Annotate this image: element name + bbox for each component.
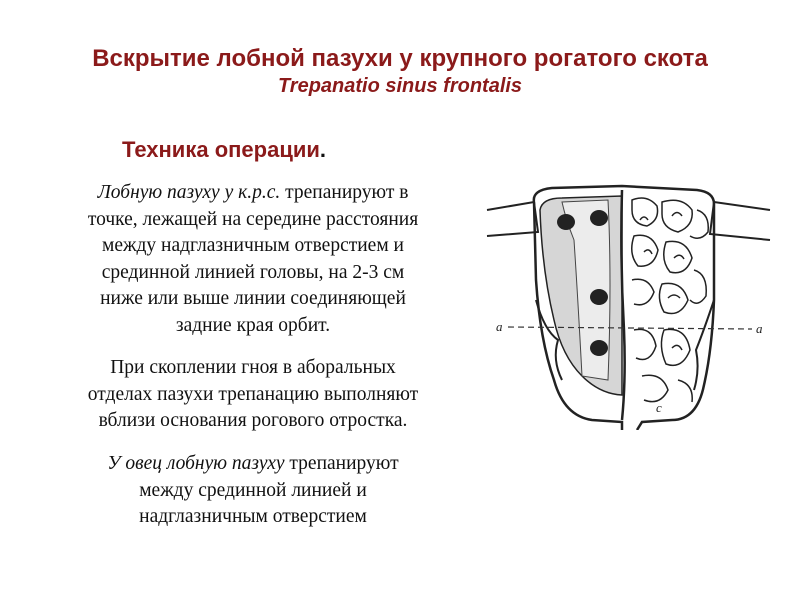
label-c: c bbox=[656, 400, 662, 415]
paragraph-frontal-sinus-cattle bbox=[38, 180, 468, 339]
slide-subtitle: Trepanatio sinus frontalis bbox=[277, 75, 523, 97]
p1-line5: ниже или выше линии соединяющей bbox=[100, 288, 406, 309]
p1-line2: точке, лежащей на середине расстояния bbox=[87, 208, 419, 230]
section-heading bbox=[122, 136, 326, 164]
p3-italic: У овец лобную пазуху bbox=[107, 453, 285, 474]
p3-line3: надглазничным отверстием bbox=[139, 506, 367, 527]
right-horn bbox=[710, 202, 770, 240]
paragraph-pus-accumulation bbox=[38, 355, 468, 435]
paragraph-sheep bbox=[38, 451, 468, 531]
p1-line3: между надглазничным отверстием и bbox=[102, 235, 404, 256]
p3-line2: между срединной линией и bbox=[139, 479, 367, 501]
orbit-line-a-a bbox=[508, 327, 752, 329]
p2-line3: вблизи основания рогового отростка. bbox=[98, 410, 408, 431]
slide-title: Вскрытие лобной пазухи у крупного рогатого скота bbox=[92, 45, 708, 72]
trepanation-point-2 bbox=[590, 210, 608, 226]
p1-line6: задние края орбит. bbox=[175, 314, 331, 336]
section-heading-punct: . bbox=[319, 137, 327, 162]
p3-line1 bbox=[38, 451, 468, 478]
p1-line4: срединной линией головы, на 2-3 см bbox=[101, 261, 405, 283]
trepanation-point-1 bbox=[557, 214, 575, 230]
trepanation-point-4 bbox=[590, 340, 608, 356]
label-a-right: a bbox=[756, 321, 763, 336]
p2-line1: При скоплении гноя в аборальных bbox=[110, 357, 396, 378]
frontal-sinus-illustration bbox=[482, 180, 772, 430]
trepanation-point-3 bbox=[590, 289, 608, 305]
left-horn bbox=[487, 202, 538, 236]
label-a-left: a bbox=[496, 319, 503, 334]
p3-line1-rest: трепанируют bbox=[284, 453, 399, 474]
p2-line2: отделах пазухи трепанацию выполняют bbox=[87, 383, 419, 405]
p1-italic: Лобную пазуху у к.р.с. bbox=[97, 182, 281, 203]
p1-line1 bbox=[38, 180, 468, 207]
section-heading-text: Техника операции bbox=[122, 137, 320, 162]
p1-line1-rest: трепанируют в bbox=[280, 182, 409, 203]
